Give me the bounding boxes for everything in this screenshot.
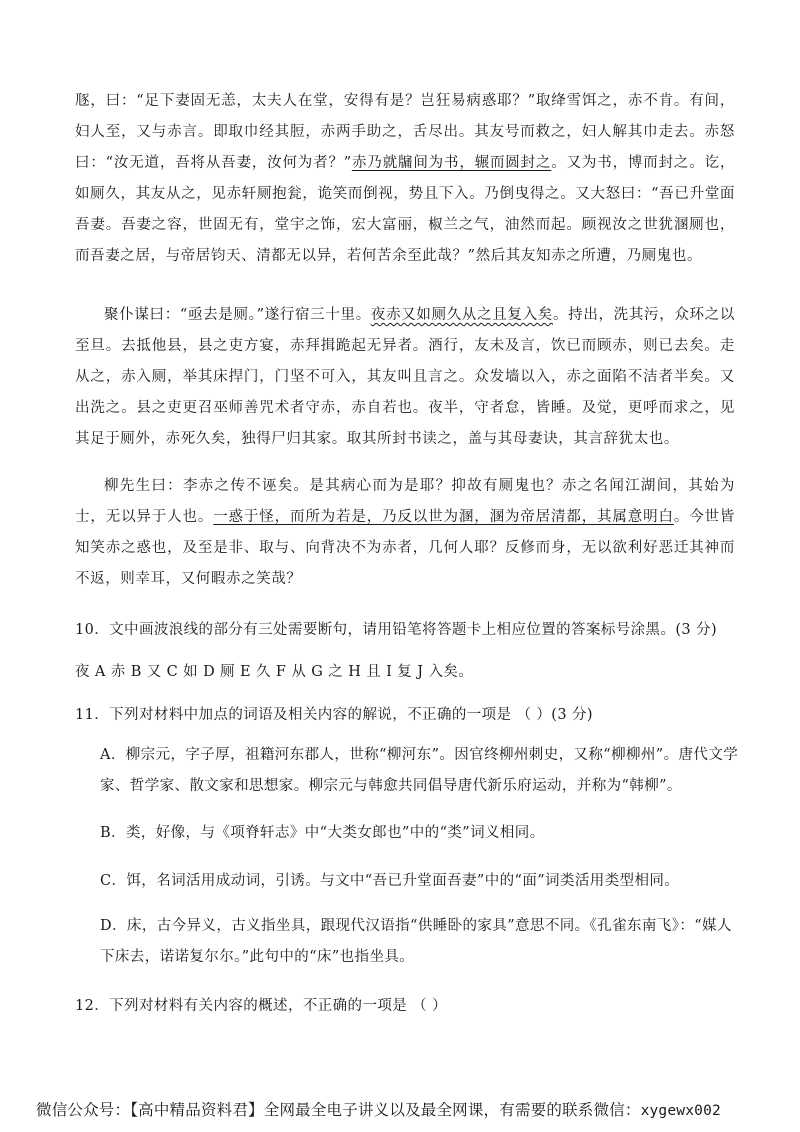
question-12-stem: 12．下列对材料有关内容的概述，不正确的一项是 （ ） [75, 998, 447, 1014]
wavy-underlined-sentence: 夜赤又如厕久从之且复入矣 [370, 307, 553, 323]
footer-wechat-id: xygewx002 [640, 1103, 721, 1119]
question-11-option-a: A．柳宗元，字子厚，祖籍河东郡人，世称“柳河东”。因官终柳州刺史，又称“柳柳州”。唐代文学家、哲学家、散文家和思想家。柳宗元与韩愈共同倡导唐代新乐府运动，并称为“韩柳”。 [100, 747, 739, 794]
footer-watermark [36, 1098, 776, 1120]
passage-paragraph-1 [75, 86, 735, 272]
question-10-options: 夜 A 赤 B 又 C 如 D 厕 E 久 F 从 G 之 H 且 I 复 J 入矣。 [75, 664, 474, 680]
question-11-option-b: B．类，好像，与《项脊轩志》中“大类女郎也”中的“类”词义相同。 [100, 825, 545, 841]
passage-text: 。又为书，博而封之。讫，如厕久，其友从之，见赤轩厕抱瓮，诡笑而倒视，势且下入。乃倒曳得之。又大怒曰：“吾已升堂面吾妻。吾妻之容，世固无有，堂宇之饰，宏大富丽，椒兰之气，油然而起。顾视汝之世犹溷厕也，而吾妻之居，与帝居钧天、清都无以异，若何苦余至此哉？”然后其友知赤之所遭，乃厕鬼也。 [75, 155, 735, 264]
passage-text: 。今世皆知笑赤之惑也，及至是非、取与、向背决不为赤者，几何人耶？反修而身，无以欲利好恶迁其神而不返，则幸耳，又何暇赤之笑哉？ [75, 509, 736, 587]
question-10-stem: 10．文中画波浪线的部分有三处需要断句，请用铅笔将答题卡上相应位置的答案标号涂黑。(3 分) [75, 622, 717, 638]
footer-text: 微信公众号：【高中精品资料君】全网最全电子讲义以及最全网课，有需要的联系微信： [36, 1101, 641, 1119]
underlined-sentence: 一惑于怪，而所为若是，乃反以世为溷，溷为帝居清都，其属意明白 [213, 509, 674, 525]
passage-text: 柳先生曰：李赤之传不诬矣。是其病心而为是耶？抑故有厕鬼也？赤之名闻江湖间，其始为士，无以异于人也。 [75, 478, 735, 525]
underlined-sentence: 赤乃就牖间为书，辗而圆封之 [351, 155, 552, 171]
passage-text: 豗，曰：“足下妻固无恙，太夫人在堂，安得有是？岂狂易病惑耶？”取绛雪饵之，赤不肯。有间，妇人至，又与赤言。即取巾经其脰，赤两手助之，舌尽出。其友号而救之，妇人解其巾走去。赤怒曰：“汝无道，吾将从吾妻，汝何为者？” [75, 93, 735, 171]
passage-text: 聚仆谋曰：“亟去是厕。”遂行宿三十里。 [104, 307, 371, 323]
passage-paragraph-2 [75, 300, 735, 455]
question-11-option-c: C．饵，名词活用成动词，引诱。与文中“吾已升堂面吾妻”中的“面”词类活用类型相同。 [100, 873, 680, 889]
passage-paragraph-3 [75, 471, 735, 595]
question-11-stem: 11．下列对材料中加点的词语及相关内容的解说，不正确的一项是 （ ）(3 分) [75, 707, 593, 723]
passage-text: 。持出，洗其污，众环之以至旦。去抵他县，县之吏方宴，赤拜揖跪起无异者。酒行，友未及言，饮已而顾赤，则已去矣。走从之，赤入厕，举其床捍门，门坚不可入，其友叫且言之。众发墙以入，赤之面陷不洁者半矣。又出洗之。县之吏更召巫师善咒术者守赤，赤自若也。夜半，守者怠，皆睡。及觉，更呼而求之，见其足于厕外，赤死久矣，独得尸归其家。取其所封书读之，盖与其母妻诀，其言辞犹太也。 [75, 307, 735, 447]
question-11-option-d: D．床，古今异义，古义指坐具，跟现代汉语指“供睡卧的家具”意思不同。《孔雀东南飞》：“媒人下床去，诺诺复尔尔。”此句中的“床”也指坐具。 [100, 918, 732, 965]
